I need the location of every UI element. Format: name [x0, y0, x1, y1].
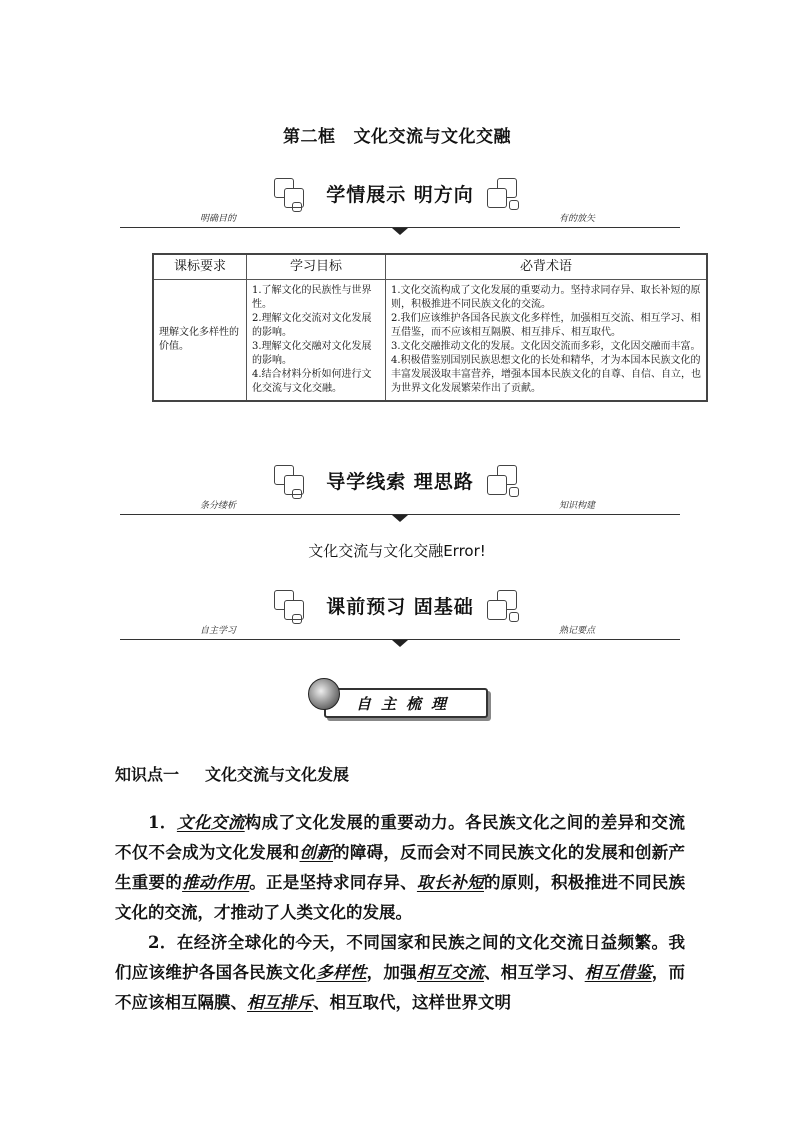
banner-title: 学情展示 明方向	[326, 184, 474, 206]
goal-item: 1.了解文化的民族性与世界性。	[252, 285, 372, 310]
badge-ball-icon	[308, 678, 340, 710]
paragraph-2: 2．在经济全球化的今天，不同国家和民族之间的文化交流日益频繁。我们应该维护各国各民族文化多样性，加强相互交流、相互学习、相互借鉴，而不应该相互隔膜、相互排斥、相互取代，这样世界文明	[115, 933, 686, 1012]
table-header: 必背术语	[386, 254, 708, 280]
banner-right-caption: 知识构建	[558, 501, 595, 511]
badge-bar	[324, 688, 488, 718]
page-title: 第二框 文化交流与文化交融	[283, 127, 511, 147]
banner-left-caption: 条分缕析	[200, 501, 237, 511]
section-banner-2	[120, 457, 680, 527]
banner-deco-right-icon	[485, 588, 525, 628]
objectives-table	[152, 253, 708, 402]
banner-arrow-icon	[392, 228, 408, 235]
knowledge-point-heading: 知识点一 文化交流与文化发展	[115, 765, 350, 784]
banner-title: 导学线索 理思路	[326, 471, 474, 493]
banner-left-caption: 自主学习	[200, 626, 237, 636]
banner-deco-right-icon	[485, 176, 525, 216]
term-item: 4.积极借鉴别国别民族思想文化的长处和精华，才为本国本民族文化的丰富发展汲取丰富营养，增强本国本民族文化的自尊、自信、自立，也为世界文化发展繁荣作出了贡献。	[391, 355, 701, 394]
banner-title: 课前预习 固基础	[326, 596, 474, 618]
table-row	[153, 280, 707, 402]
banner-arrow-icon	[392, 515, 408, 522]
terms-cell	[386, 280, 708, 402]
table-header: 学习目标	[247, 254, 386, 280]
requirement-cell: 理解文化多样性的价值。	[153, 280, 247, 402]
section-banner-1	[120, 170, 680, 240]
paragraph-1: 1．文化交流构成了文化发展的重要动力。各民族文化之间的差异和交流不仅不会成为文化发展和创新的障碍，反而会对不同民族文化的发展和创新产生重要的推动作用。正是坚持求同存异、取长补短的原则，积极推进不同民族文化的交流，才推动了人类文化的发展。	[115, 813, 686, 922]
banner-deco-right-icon	[485, 463, 525, 503]
term-item: 3.文化交融推动文化的发展。文化因交流而多彩，文化因交融而丰富。	[391, 341, 701, 352]
table-header: 课标要求	[153, 254, 247, 280]
body-text	[115, 808, 685, 1018]
goal-item: 4.结合材料分析如何进行文化交流与文化交融。	[252, 369, 372, 394]
section-banner-3	[120, 582, 680, 652]
banner-left-caption: 明确目的	[200, 214, 237, 224]
goals-cell	[247, 280, 386, 402]
goal-item: 3.理解文化交融对文化发展的影响。	[252, 341, 372, 366]
badge-label: 自主梳理	[355, 695, 456, 713]
goal-item: 2.理解文化交流对文化发展的影响。	[252, 313, 372, 338]
term-item: 1.文化交流构成了文化发展的重要动力。坚持求同存异、取长补短的原则，积极推进不同民族文化的交流。	[391, 285, 701, 310]
table-header-row	[153, 254, 707, 280]
banner-right-caption: 有的放矢	[558, 214, 595, 224]
term-item: 2.我们应该维护各国各民族文化多样性，加强相互交流、相互学习、相互借鉴，而不应该相互隔膜、相互排斥、相互取代。	[391, 313, 701, 338]
banner-right-caption: 熟记要点	[558, 626, 595, 636]
banner-arrow-icon	[392, 640, 408, 647]
guide-line: 文化交流与文化交融Error!	[308, 542, 486, 560]
self-study-badge	[308, 678, 486, 718]
